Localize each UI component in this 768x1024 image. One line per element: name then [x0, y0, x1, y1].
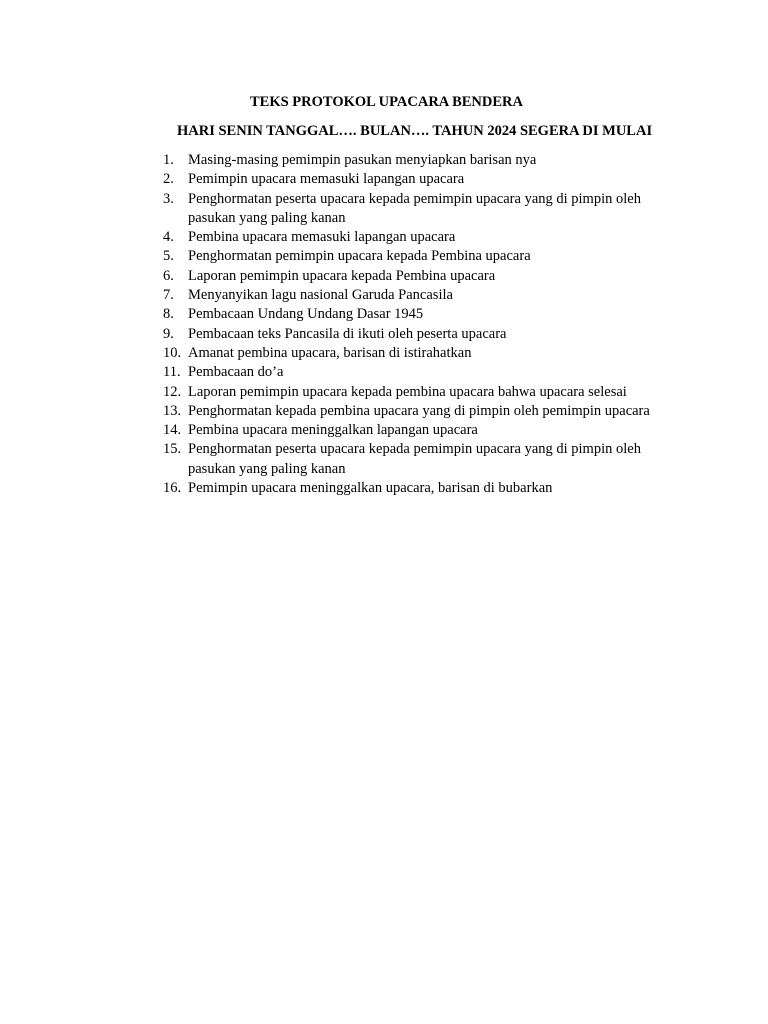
item-number: 2.: [163, 171, 174, 188]
item-number: 4.: [163, 229, 174, 246]
protocol-list: [163, 151, 673, 498]
item-number: 12.: [163, 383, 182, 400]
list-item: [163, 305, 673, 324]
item-text: Menyanyikan lagu nasional Garuda Pancasila: [188, 287, 453, 304]
list-item: [163, 402, 673, 421]
item-text: Penghormatan kepada pembina upacara yang di pimpin oleh pemimpin upacara: [188, 402, 650, 419]
item-text: Masing-masing pemimpin pasukan menyiapkan barisan nya: [188, 152, 537, 168]
item-text: Penghormatan peserta upacara kepada pemimpin upacara yang di pimpin oleh pasukan yang paling kanan: [188, 190, 641, 226]
item-text: Pembacaan teks Pancasila di ikuti oleh peserta upacara: [188, 325, 507, 342]
item-number: 1.: [163, 152, 174, 168]
item-number: 16.: [163, 480, 182, 497]
item-text: Pemimpin upacara meninggalkan upacara, barisan di bubarkan: [188, 480, 553, 497]
list-item: [163, 267, 673, 286]
document-title: TEKS PROTOKOL UPACARA BENDERA: [250, 94, 523, 110]
list-item: [163, 286, 673, 305]
list-item: [163, 325, 673, 344]
item-number: 9.: [163, 325, 174, 342]
item-number: 15.: [163, 441, 182, 458]
item-text: Pemimpin upacara memasuki lapangan upacara: [188, 171, 465, 188]
list-item: [163, 190, 673, 229]
item-text: Pembacaan Undang Undang Dasar 1945: [188, 306, 424, 323]
item-number: 3.: [163, 190, 174, 207]
item-number: 8.: [163, 306, 174, 323]
list-item: [163, 170, 673, 189]
list-item: [163, 344, 673, 363]
item-text: Penghormatan peserta upacara kepada pemimpin upacara yang di pimpin oleh pasukan yang paling kanan: [188, 441, 641, 477]
item-number: 13.: [163, 402, 182, 419]
list-item: [163, 421, 673, 440]
item-number: 6.: [163, 267, 174, 284]
item-text: Pembacaan do’a: [188, 364, 284, 381]
item-text: Pembina upacara meninggalkan lapangan upacara: [188, 422, 478, 439]
item-text: Laporan pemimpin upacara kepada pembina upacara bahwa upacara selesai: [188, 383, 627, 400]
item-number: 11.: [163, 364, 181, 381]
list-item: [163, 228, 673, 247]
item-text: Amanat pembina upacara, barisan di istirahatkan: [188, 344, 472, 361]
item-text: Pembina upacara memasuki lapangan upacara: [188, 229, 456, 246]
list-item: [163, 383, 673, 402]
item-number: 14.: [163, 422, 182, 439]
item-text: Penghormatan pemimpin upacara kepada Pembina upacara: [188, 248, 531, 265]
list-item: [163, 440, 673, 479]
item-text: Laporan pemimpin upacara kepada Pembina upacara: [188, 267, 496, 284]
item-number: 10.: [163, 344, 182, 361]
list-item: [163, 247, 673, 266]
list-item: [163, 479, 673, 498]
list-item: [163, 151, 673, 170]
list-item: [163, 363, 673, 382]
document-subtitle: HARI SENIN TANGGAL…. BULAN…. TAHUN 2024 SEGERA DI MULAI: [177, 123, 653, 139]
item-number: 7.: [163, 287, 174, 304]
item-number: 5.: [163, 248, 174, 265]
